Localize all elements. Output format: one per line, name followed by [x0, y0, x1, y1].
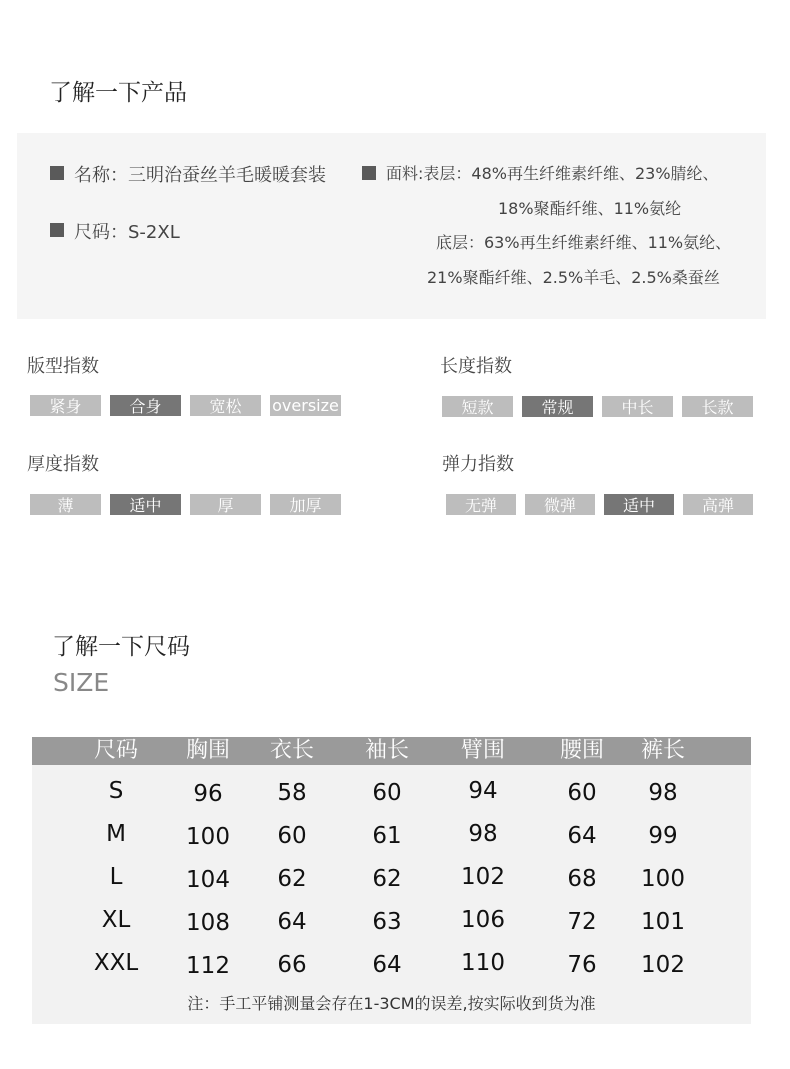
fit-index-title: 版型指数: [27, 356, 99, 377]
size-table-header: [32, 737, 751, 765]
length-option: 短款: [442, 396, 513, 417]
length-index-options: [442, 396, 762, 417]
length-option: 长款: [682, 396, 753, 417]
cell-waist: 64: [567, 823, 597, 849]
product-size-range: 尺码：S-2XL: [74, 222, 180, 243]
elasticity-index-options: [446, 494, 762, 515]
elasticity-option: 无弹: [446, 494, 516, 515]
thickness-option: 厚: [190, 494, 261, 515]
cell-length: 66: [277, 952, 307, 978]
thickness-option: 薄: [30, 494, 101, 515]
length-index-title: 长度指数: [440, 356, 512, 377]
fabric-line: 21%聚酯纤维、2.5%羊毛、2.5%桑蚕丝: [427, 268, 720, 287]
cell-size: XXL: [93, 950, 139, 976]
cell-pants-length: 100: [641, 866, 685, 892]
cell-sleeve: 62: [372, 866, 402, 892]
cell-sleeve: 63: [372, 909, 402, 935]
thickness-option-selected: 适中: [110, 494, 181, 515]
bullet-square-icon: [362, 166, 376, 180]
cell-bust: 104: [186, 867, 230, 893]
header-pants-length: 裤长: [640, 738, 686, 763]
measurement-note: 注：手工平铺测量会存在1-3CM的误差,按实际收到货为准: [187, 994, 596, 1013]
header-arm: 臂围: [460, 738, 506, 763]
cell-bust: 108: [186, 910, 230, 936]
bullet-square-icon: [50, 223, 64, 237]
cell-sleeve: 64: [372, 952, 402, 978]
cell-bust: 100: [186, 824, 230, 850]
elasticity-option: 高弹: [683, 494, 753, 515]
thickness-index-title: 厚度指数: [27, 454, 99, 475]
product-name: 名称：三明治蚕丝羊毛暖暖套装: [74, 165, 326, 186]
cell-size: L: [109, 864, 123, 890]
cell-pants-length: 98: [648, 780, 678, 806]
fit-option: 宽松: [190, 395, 261, 416]
cell-arm: 102: [461, 864, 505, 890]
header-bust: 胸围: [185, 738, 231, 763]
cell-bust: 96: [193, 781, 223, 807]
cell-arm: 110: [461, 950, 505, 976]
cell-waist: 60: [567, 780, 597, 806]
cell-length: 62: [277, 866, 307, 892]
cell-pants-length: 99: [648, 823, 678, 849]
cell-pants-length: 101: [641, 909, 685, 935]
header-sleeve: 袖长: [364, 738, 410, 763]
cell-sleeve: 61: [372, 823, 402, 849]
fabric-line: 面料:表层：48%再生纤维素纤维、23%腈纶、: [386, 164, 719, 183]
bullet-square-icon: [50, 166, 64, 180]
elasticity-index-title: 弹力指数: [442, 454, 514, 475]
fit-option: 紧身: [30, 395, 101, 416]
thickness-index-options: [30, 494, 350, 515]
cell-arm: 106: [461, 907, 505, 933]
cell-waist: 76: [567, 952, 597, 978]
fabric-line: 底层：63%再生纤维素纤维、11%氨纶、: [436, 233, 732, 252]
cell-bust: 112: [186, 953, 230, 979]
cell-waist: 72: [567, 909, 597, 935]
cell-sleeve: 60: [372, 780, 402, 806]
cell-arm: 98: [468, 821, 498, 847]
product-section-title: 了解一下产品: [49, 80, 187, 106]
cell-length: 58: [277, 780, 307, 806]
fit-option: oversize: [270, 395, 341, 416]
cell-length: 60: [277, 823, 307, 849]
size-table: [32, 737, 751, 1024]
length-option-selected: 常规: [522, 396, 593, 417]
elasticity-option: 微弹: [525, 494, 595, 515]
header-length: 衣长: [269, 738, 315, 763]
length-option: 中长: [602, 396, 673, 417]
header-waist: 腰围: [559, 738, 605, 763]
cell-arm: 94: [468, 778, 498, 804]
product-info-box: [17, 133, 766, 319]
cell-size: XL: [101, 907, 131, 933]
fit-option-selected: 合身: [110, 395, 181, 416]
size-section-subtitle: SIZE: [53, 668, 110, 697]
header-size: 尺码: [93, 738, 139, 763]
cell-size: S: [108, 778, 124, 804]
elasticity-option-selected: 适中: [604, 494, 674, 515]
fabric-line: 18%聚酯纤维、11%氨纶: [498, 199, 682, 218]
cell-waist: 68: [567, 866, 597, 892]
cell-pants-length: 102: [641, 952, 685, 978]
cell-length: 64: [277, 909, 307, 935]
fit-index-options: [30, 395, 350, 416]
size-section-title: 了解一下尺码: [52, 634, 190, 660]
thickness-option: 加厚: [270, 494, 341, 515]
cell-size: M: [106, 821, 126, 847]
